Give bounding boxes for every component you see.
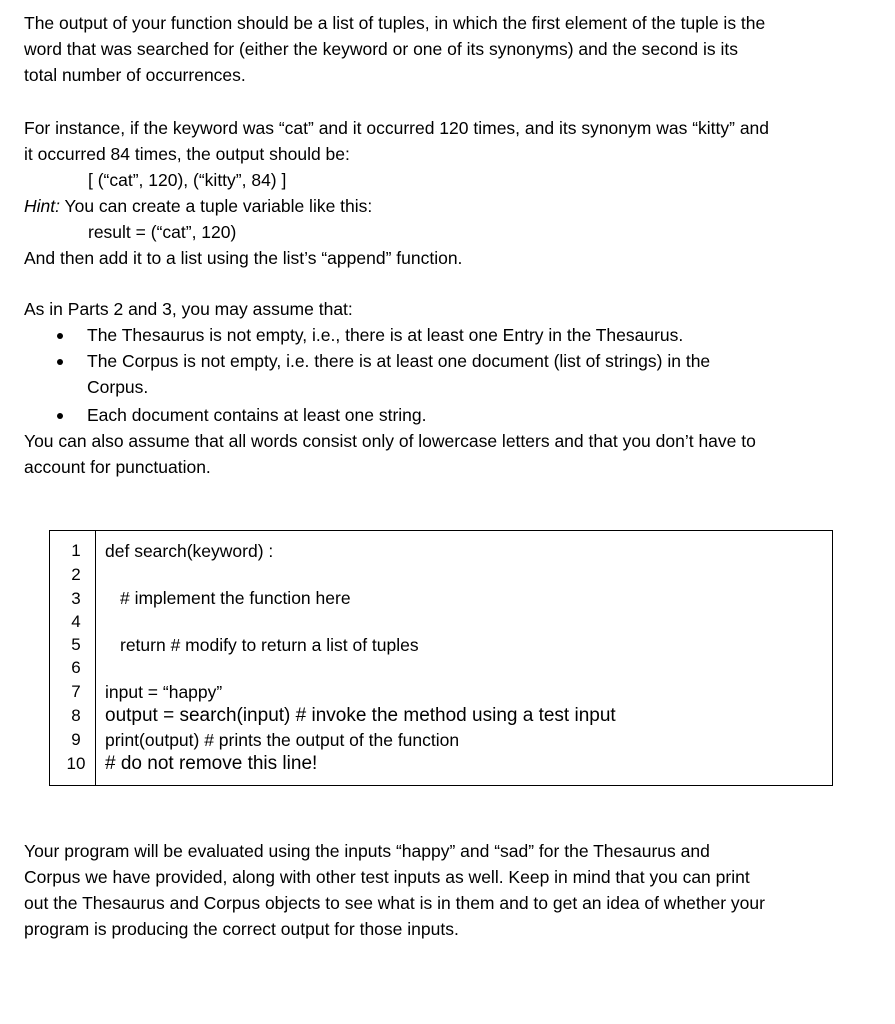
hint-label: Hint: — [24, 196, 60, 216]
list-item — [24, 402, 844, 428]
tuple-example: result = (“cat”, 120) — [88, 222, 237, 242]
code-line-input: input = “happy” — [105, 682, 223, 702]
assumptions-intro: As in Parts 2 and 3, you may assume that: — [24, 299, 353, 319]
text-line: Your program will be evaluated using the inputs “happy” and “sad” for the Thesaurus and — [24, 841, 710, 861]
text-line: You can also assume that all words consist only of lowercase letters and that you don’t have to — [24, 431, 756, 451]
text-line: Corpus we have provided, along with other test inputs as well. Keep in mind that you can print — [24, 867, 750, 887]
bullet-icon — [57, 359, 63, 365]
hint-line — [24, 193, 844, 219]
assumptions-list — [24, 322, 844, 428]
list-item-text: The Corpus is not empty, i.e. there is at least one document (list of strings) in the Corpus. — [87, 351, 711, 397]
list-item — [24, 322, 844, 348]
text-line: out the Thesaurus and Corpus objects to see what is in them and to get an idea of whether your — [24, 893, 765, 913]
line-number: 2 — [71, 565, 81, 584]
text-line: total number of occurrences. — [24, 65, 246, 85]
bullet-icon — [57, 413, 63, 419]
code-line-return: return # modify to return a list of tuples — [120, 635, 419, 655]
hint-text: You can create a tuple variable like this: — [59, 196, 373, 216]
line-number-divider — [95, 531, 96, 785]
text-line: For instance, if the keyword was “cat” and it occurred 120 times, and its synonym was “kitty” and — [24, 118, 770, 138]
line-number: 1 — [71, 541, 81, 560]
line-number: 5 — [71, 635, 81, 654]
bullet-icon — [57, 333, 63, 339]
code-block — [49, 530, 833, 786]
list-item-text: Each document contains at least one string. — [87, 405, 427, 425]
line-number: 4 — [71, 612, 81, 631]
text-line: The output of your function should be a list of tuples, in which the first element of the tuple is the — [24, 13, 766, 33]
code-line-print: print(output) # prints the output of the function — [105, 730, 460, 750]
line-number: 6 — [71, 658, 81, 677]
code-line-output: output = search(input) # invoke the method using a test input — [105, 705, 616, 726]
line-number: 3 — [71, 589, 81, 608]
text-line: it occurred 84 times, the output should be: — [24, 144, 350, 164]
paragraph-example — [24, 115, 844, 271]
line-number: 8 — [71, 706, 81, 725]
text-line: word that was searched for (either the keyword or one of its synonyms) and the second is its — [24, 39, 738, 59]
code-line-comment: # implement the function here — [120, 588, 351, 608]
example-output: [ (“cat”, 120), (“kitty”, 84) ] — [88, 170, 287, 190]
line-number: 7 — [71, 682, 81, 701]
text-line: program is producing the correct output for those inputs. — [24, 919, 459, 939]
text-line: And then add it to a list using the list’s “append” function. — [24, 248, 463, 268]
paragraph-output-description — [24, 10, 844, 88]
line-number: 9 — [71, 730, 81, 749]
line-number: 10 — [66, 754, 86, 773]
code-line-final-comment: # do not remove this line! — [105, 753, 318, 774]
text-line: account for punctuation. — [24, 457, 211, 477]
code-line-def: def search(keyword) : — [105, 541, 274, 561]
list-item-text: The Thesaurus is not empty, i.e., there is at least one Entry in the Thesaurus. — [87, 325, 684, 345]
paragraph-assumptions — [24, 296, 844, 480]
paragraph-evaluation — [24, 838, 844, 942]
list-item — [24, 348, 844, 400]
